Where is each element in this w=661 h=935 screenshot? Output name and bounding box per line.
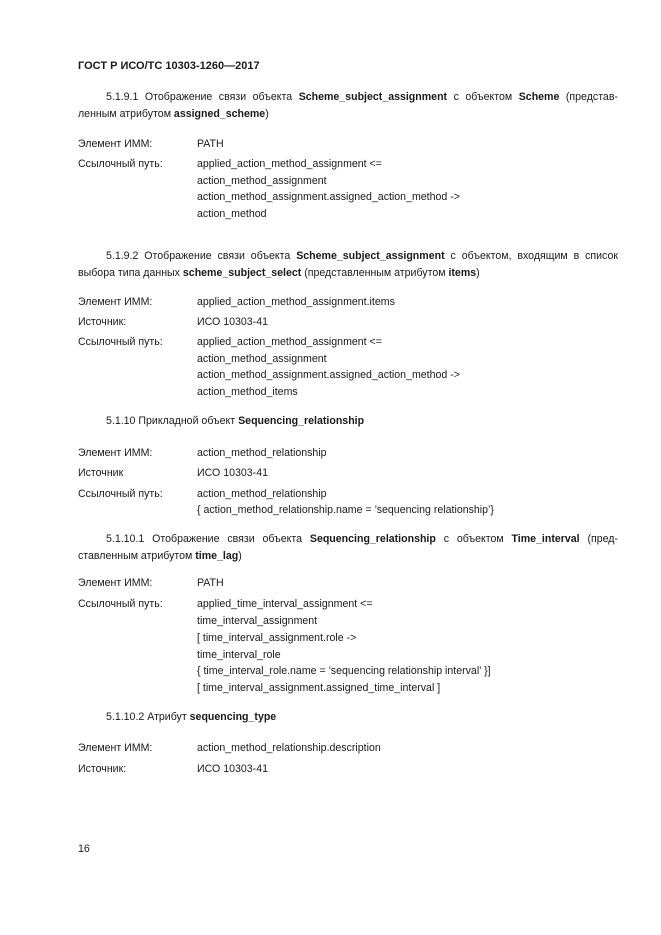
field-value: PATH [197,577,224,589]
field-label: Элемент ИММ: [78,296,153,308]
field-label: Источник [78,467,124,479]
field-label: Элемент ИММ: [78,577,153,589]
path-line: action_method_assignment.assigned_action_method -> [197,191,460,203]
paragraph-5-1-10-2: 5.1.10.2 Атрибут sequencing_type [106,711,277,723]
field-value: ИСО 10303-41 [197,467,268,479]
field-label: Ссылочный путь: [78,598,163,610]
field-label: Элемент ИММ: [78,447,153,459]
field-value: action_method_relationship [197,447,327,459]
field-label: Элемент ИММ: [78,138,153,150]
field-label: Ссылочный путь: [78,336,163,348]
field-label: Элемент ИММ: [78,742,153,754]
path-line: [ time_interval_assignment.role -> [197,632,357,644]
field-value: applied_action_method_assignment.items [197,296,395,308]
path-line: action_method [197,208,267,220]
path-line: time_interval_assignment [197,615,318,627]
field-value: ИСО 10303-41 [197,763,268,775]
path-line: action_method_assignment [197,175,327,187]
paragraph-5-1-9-1: 5.1.9.1 Отображение связи объекта Scheme_subject_assignment с объектом Scheme (представ-ленным атрибутом assigned_scheme) [78,91,618,120]
path-line: [ time_interval_assignment.assigned_time_interval ] [197,682,441,694]
field-label: Источник: [78,763,127,775]
path-line: applied_action_method_assignment <= [197,158,382,170]
path-line: time_interval_role [197,649,281,661]
path-line: action_method_items [197,386,298,398]
field-label: Ссылочный путь: [78,158,163,170]
path-line: action_method_assignment.assigned_action_method -> [197,369,460,381]
field-value: ИСО 10303-41 [197,316,268,328]
field-label: Ссылочный путь: [78,488,163,500]
field-label: Источник: [78,316,127,328]
path-line: applied_action_method_assignment <= [197,336,382,348]
paragraph-5-1-9-2: 5.1.9.2 Отображение связи объекта Scheme_subject_assignment с объектом, входящим в список выбора типа данных scheme_subject_select (представленным атрибутом items) [78,250,618,279]
path-line: { action_method_relationship.name = ’sequencing relationship’} [197,504,494,516]
path-line: action_method_assignment [197,353,327,365]
document-header: ГОСТ Р ИСО/ТС 10303-1260—2017 [78,60,260,72]
field-value: PATH [197,138,224,150]
page-number: 16 [78,843,90,855]
paragraph-5-1-10-1: 5.1.10.1 Отображение связи объекта Sequencing_relationship с объектом Time_interval (пред-ставленным атрибутом time_lag) [78,533,618,562]
path-line: { time_interval_role.name = ’sequencing relationship interval’ }] [197,665,491,677]
field-value: action_method_relationship.description [197,742,381,754]
paragraph-5-1-10: 5.1.10 Прикладной объект Sequencing_relationship [106,415,365,427]
path-line: action_method_relationship [197,488,327,500]
path-line: applied_time_interval_assignment <= [197,598,373,610]
